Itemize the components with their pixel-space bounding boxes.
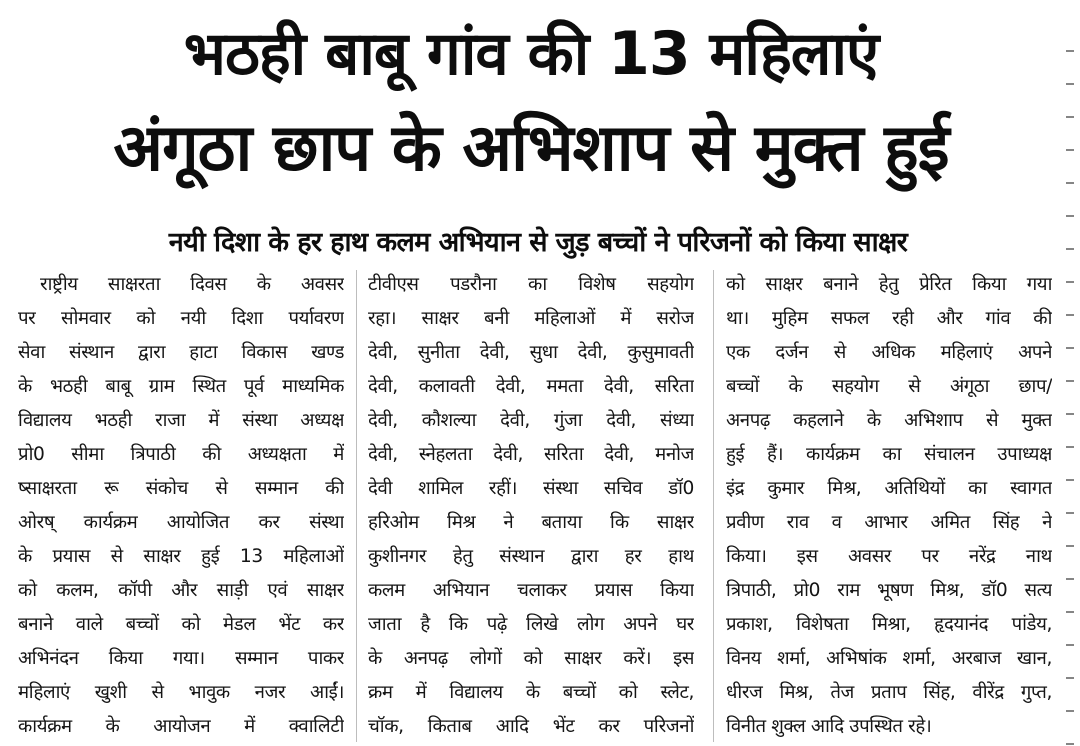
text-line: अभिनंदन किया गया। सम्मान पाकर <box>18 648 344 669</box>
text-line: हुई हैं। कार्यक्रम का संचालन उपाध्यक्ष <box>726 444 1052 465</box>
text-line: ष्साक्षरता रू संकोच से सम्मान की <box>18 478 344 499</box>
text-line: धीरज मिश्र, तेज प्रताप सिंह, वीरेंद्र गुप्त, <box>726 682 1052 703</box>
text-line: कुशीनगर हेतु संस्थान द्वारा हर हाथ <box>368 546 694 567</box>
text-line: किया। इस अवसर पर नरेंद्र नाथ <box>726 546 1052 567</box>
text-line: प्रकाश, विशेषता मिश्रा, हृदयानंद पांडेय, <box>726 614 1052 635</box>
text-line: विद्यालय भठही राजा में संस्था अध्यक्ष <box>18 410 344 431</box>
column-divider <box>356 270 357 742</box>
text-line: सेवा संस्थान द्वारा हाटा विकास खण्ड <box>18 342 344 363</box>
text-line: राष्ट्रीय साक्षरता दिवस के अवसर <box>40 274 344 295</box>
subheadline: नयी दिशा के हर हाथ कलम अभियान से जुड़ बच्चों ने परिजनों को किया साक्षर <box>168 227 908 258</box>
text-line: था। मुहिम सफल रही और गांव की <box>726 308 1052 329</box>
text-line: विनीत शुक्ल आदि उपस्थित रहे। <box>726 716 932 737</box>
text-line: एक दर्जन से अधिक महिलाएं अपने <box>726 342 1052 363</box>
article-column-3 <box>726 268 1052 744</box>
text-line: देवी, सुनीता देवी, सुधा देवी, कुसुमावती <box>368 342 694 363</box>
text-line: इंद्र कुमार मिश्र, अतिथियों का स्वागत <box>726 478 1052 499</box>
text-line: बनाने वाले बच्चों को मेडल भेंट कर <box>18 614 344 635</box>
text-line: त्रिपाठी, प्रो0 राम भूषण मिश्र, डॉ0 सत्य <box>726 580 1052 601</box>
text-line: प्रवीण राव व आभार अमित सिंह ने <box>726 512 1052 533</box>
text-line: को साक्षर बनाने हेतु प्रेरित किया गया <box>726 274 1052 295</box>
text-line: चॉक, किताब आदि भेंट कर परिजनों <box>368 716 694 737</box>
text-line: पर सोमवार को नयी दिशा पर्यावरण <box>18 308 344 329</box>
cropped-neighbor-column <box>1066 50 1078 746</box>
column-divider <box>713 270 714 742</box>
headline-line-1: भठही बाबू गांव की 13 महिलाएं <box>183 19 879 89</box>
text-line: बच्चों के सहयोग से अंगूठा छाप/ <box>726 376 1052 397</box>
text-line: अनपढ़ कहलाने के अभिशाप से मुक्त <box>726 410 1052 431</box>
article-column-1 <box>18 268 344 744</box>
text-line: को कलम, कॉपी और साड़ी एवं साक्षर <box>18 580 344 601</box>
text-line: रहा। साक्षर बनी महिलाओं में सरोज <box>368 308 694 329</box>
text-line: क्रम में विद्यालय के बच्चों को स्लेट, <box>368 682 694 703</box>
text-line: ओरष् कार्यक्रम आयोजित कर संस्था <box>18 512 344 533</box>
text-line: टीवीएस पडरौना का विशेष सहयोग <box>368 274 694 295</box>
text-line: कार्यक्रम के आयोजन में क्वालिटी <box>18 716 344 737</box>
headline-line-2: अंगूठा छाप के अभिशाप से मुक्त हुई <box>113 111 949 186</box>
text-line: प्रो0 सीमा त्रिपाठी की अध्यक्षता में <box>18 444 344 465</box>
text-line: के अनपढ़ लोगों को साक्षर करें। इस <box>368 648 694 669</box>
text-line: जाता है कि पढ़े लिखे लोग अपने घर <box>368 614 694 635</box>
text-line: के प्रयास से साक्षर हुई 13 महिलाओं <box>18 546 344 567</box>
text-line: देवी शामिल रहीं। संस्था सचिव डॉ0 <box>368 478 694 499</box>
text-line: देवी, स्नेहलता देवी, सरिता देवी, मनोज <box>368 444 694 465</box>
text-line: देवी, कलावती देवी, ममता देवी, सरिता <box>368 376 694 397</box>
text-line: देवी, कौशल्या देवी, गुंजा देवी, संध्या <box>368 410 694 431</box>
text-line: विनय शर्मा, अभिषांक शर्मा, अरबाज खान, <box>726 648 1052 669</box>
text-line: कलम अभियान चलाकर प्रयास किया <box>368 580 694 601</box>
text-line: हरिओम मिश्र ने बताया कि साक्षर <box>368 512 694 533</box>
article-column-2 <box>368 268 694 744</box>
text-line: के भठही बाबू ग्राम स्थित पूर्व माध्यमिक <box>18 376 344 397</box>
text-line: महिलाएं खुशी से भावुक नजर आईं। <box>18 682 344 703</box>
